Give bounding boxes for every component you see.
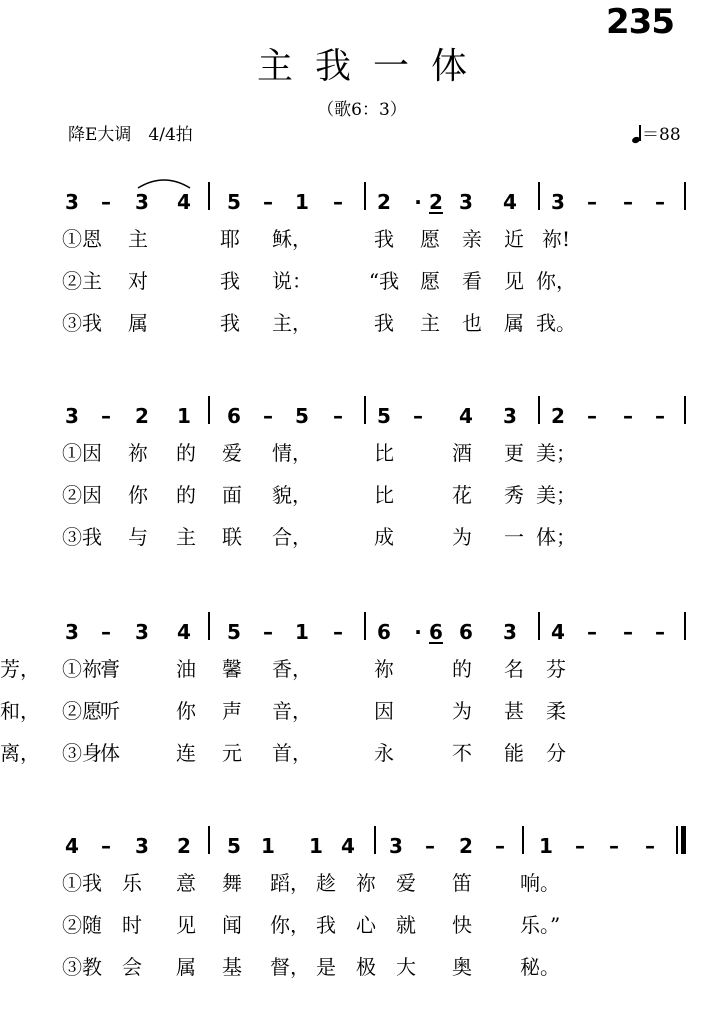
note: 3	[389, 834, 403, 858]
lyric-syllable: 柔	[546, 699, 566, 723]
lyric-syllable: 比	[374, 483, 394, 507]
lyric-syllable: 亲	[462, 227, 482, 251]
lyric-syllable: 你	[176, 699, 196, 723]
lyric-syllable: ②主	[62, 269, 102, 293]
lyric-syllable: 美；	[536, 441, 576, 465]
lyric-syllable: 我。	[536, 311, 576, 335]
lyric-syllable: 香，	[272, 657, 312, 681]
note: 2	[429, 190, 443, 214]
dash-note: –	[263, 620, 273, 644]
lyric-syllable: ①因	[62, 441, 102, 465]
lyric-syllable: 心	[356, 913, 376, 937]
lyric-syllable: 的	[452, 657, 472, 681]
lyric-syllable: 意	[176, 871, 196, 895]
lyric-syllable: 主	[420, 311, 440, 335]
note: 2	[177, 834, 191, 858]
lyric-syllable: 的	[176, 483, 196, 507]
barline	[208, 612, 210, 640]
dash-note: –	[609, 834, 619, 858]
barline	[364, 182, 366, 210]
note: 2	[551, 404, 565, 428]
lyric-syllable: 貌，	[272, 483, 312, 507]
lyric-syllable: ②随	[62, 913, 102, 937]
lyric-syllable: 甚	[504, 699, 524, 723]
lyric-syllable: 名	[504, 657, 524, 681]
barline	[538, 396, 540, 424]
note: 2	[377, 190, 391, 214]
lyric-syllable: 音，	[272, 699, 312, 723]
dash-note: –	[425, 834, 435, 858]
lyric-line	[0, 265, 724, 291]
lyric-syllable: 见	[176, 913, 196, 937]
dash-note: –	[101, 404, 111, 428]
note: 3	[135, 620, 149, 644]
barline	[538, 182, 540, 210]
lyric-syllable: 属	[128, 311, 148, 335]
lyric-syllable: 就	[396, 913, 416, 937]
lyric-syllable: 为	[452, 525, 472, 549]
lyric-syllable: 趁	[316, 871, 336, 895]
dash-note: –	[101, 190, 111, 214]
barline	[684, 396, 686, 424]
barline	[522, 826, 524, 854]
lyric-syllable: 督，	[270, 955, 310, 979]
lyric-syllable: 乐。”	[520, 913, 561, 937]
lyric-syllable: 祢	[128, 441, 148, 465]
lyric-line	[0, 521, 724, 547]
lyric-syllable: 秘。	[520, 955, 560, 979]
lyric-line	[0, 653, 724, 679]
note: 1	[261, 834, 275, 858]
note: 6	[429, 620, 443, 644]
note: 3	[503, 404, 517, 428]
lyric-syllable: 极	[356, 955, 376, 979]
dash-note: –	[101, 834, 111, 858]
note: 3	[65, 190, 79, 214]
lyric-syllable: 分	[546, 741, 566, 765]
lyric-syllable: 为	[452, 699, 472, 723]
lyric-syllable: “我	[368, 269, 400, 293]
lyric-syllable: 祢	[374, 657, 394, 681]
dash-note: –	[333, 190, 343, 214]
lyric-syllable: 永	[374, 741, 394, 765]
lyric-syllable: ③教	[62, 955, 102, 979]
lyric-syllable: 近	[504, 227, 524, 251]
lyric-syllable: 祢	[356, 871, 376, 895]
note: 6	[227, 404, 241, 428]
lyric-syllable: 爱	[396, 871, 416, 895]
note: 4	[177, 620, 191, 644]
lyric-syllable: 时	[122, 913, 142, 937]
barline	[684, 612, 686, 640]
note: 2	[135, 404, 149, 428]
dash-note: –	[655, 190, 665, 214]
note: 3	[503, 620, 517, 644]
lyric-syllable: 快	[452, 913, 472, 937]
note: 3	[135, 190, 149, 214]
lyric-syllable: 我	[374, 227, 394, 251]
dash-note: –	[623, 404, 633, 428]
note: 3	[65, 620, 79, 644]
dash-note: –	[495, 834, 505, 858]
lyric-syllable: 与	[128, 525, 148, 549]
lyric-syllable: 声	[222, 699, 242, 723]
lyric-syllable: 因	[374, 699, 394, 723]
lyric-syllable: 耶	[220, 227, 240, 251]
lyric-syllable: ①恩	[62, 227, 102, 251]
barline	[374, 826, 376, 854]
lyric-syllable: 看	[462, 269, 482, 293]
lyric-syllable: 愿	[420, 227, 440, 251]
lyric-syllable: 属	[504, 311, 524, 335]
dash-note: –	[645, 834, 655, 858]
dash-note: –	[587, 620, 597, 644]
lyric-syllable: 芬	[546, 657, 566, 681]
lyric-syllable: 花	[452, 483, 472, 507]
lyric-syllable: 蹈，	[270, 871, 310, 895]
note: 1	[177, 404, 191, 428]
lyric-syllable: 酒	[452, 441, 472, 465]
dash-note: –	[413, 404, 423, 428]
note: 5	[295, 404, 309, 428]
lyric-syllable: 你，	[270, 913, 310, 937]
dash-note: –	[623, 620, 633, 644]
lyric-syllable: 的	[176, 441, 196, 465]
note: 4	[177, 190, 191, 214]
lyric-syllable: 和，	[0, 699, 40, 723]
lyric-syllable: 能	[504, 741, 524, 765]
lyric-line	[0, 479, 724, 505]
lyric-syllable: 会	[122, 955, 142, 979]
lyric-line	[0, 737, 724, 763]
lyric-syllable: 成	[374, 525, 394, 549]
note: 1	[295, 620, 309, 644]
note: 4	[65, 834, 79, 858]
lyric-syllable: 我	[316, 913, 336, 937]
page-number: 235	[606, 2, 674, 42]
barline	[208, 182, 210, 210]
lyric-syllable: 联	[222, 525, 242, 549]
lyric-syllable: ①我	[62, 871, 102, 895]
scripture-reference: （歌6：3）	[317, 100, 407, 120]
lyric-syllable: 油	[176, 657, 196, 681]
tempo-marking	[632, 120, 681, 145]
lyric-syllable: 属	[176, 955, 196, 979]
lyric-syllable: ③我	[62, 525, 102, 549]
tempo-value: ＝88	[642, 125, 681, 145]
note: 6	[459, 620, 473, 644]
note: 2	[459, 834, 473, 858]
dash-note: –	[655, 620, 665, 644]
lyric-syllable: 一	[504, 525, 524, 549]
lyric-syllable: 主	[128, 227, 148, 251]
lyric-line	[0, 909, 724, 935]
barline	[538, 612, 540, 640]
lyric-line	[0, 223, 724, 249]
lyric-syllable: 爱	[222, 441, 242, 465]
lyric-line	[0, 695, 724, 721]
tie-slur	[136, 176, 192, 190]
note: 3	[459, 190, 473, 214]
lyric-syllable: 首，	[272, 741, 312, 765]
dash-note: –	[101, 620, 111, 644]
note: 1	[295, 190, 309, 214]
lyric-syllable: 比	[374, 441, 394, 465]
dash-note: –	[333, 620, 343, 644]
lyric-syllable: 情，	[272, 441, 312, 465]
lyric-syllable: 我	[220, 269, 240, 293]
dash-note: –	[333, 404, 343, 428]
lyric-syllable: 秀	[504, 483, 524, 507]
lyric-syllable: 你，	[536, 269, 576, 293]
lyric-syllable: 说：	[272, 269, 312, 293]
dash-note: –	[587, 190, 597, 214]
barline	[208, 396, 210, 424]
lyric-syllable: 听	[100, 699, 120, 723]
note: 3	[551, 190, 565, 214]
lyric-syllable: 膏	[100, 657, 120, 681]
quarter-note-icon	[632, 125, 642, 143]
lyric-syllable: 体；	[536, 525, 576, 549]
lyric-syllable: 稣，	[272, 227, 312, 251]
lyric-syllable: 更	[504, 441, 524, 465]
note: 1	[309, 834, 323, 858]
barline	[684, 182, 686, 210]
note: 5	[227, 834, 241, 858]
lyric-syllable: 面	[222, 483, 242, 507]
note: 5	[227, 620, 241, 644]
lyric-syllable: 芳，	[0, 657, 40, 681]
lyric-syllable: 乐	[122, 871, 142, 895]
lyric-syllable: 奥	[452, 955, 472, 979]
note: 4	[341, 834, 355, 858]
lyric-syllable: 闻	[222, 913, 242, 937]
lyric-line	[0, 951, 724, 977]
lyric-syllable: 笛	[452, 871, 472, 895]
note: 5	[377, 404, 391, 428]
lyric-syllable: 我	[220, 311, 240, 335]
lyric-syllable: 离，	[0, 741, 40, 765]
dash-note: –	[655, 404, 665, 428]
lyric-syllable: 祢!	[541, 227, 571, 251]
lyric-syllable: 响。	[520, 871, 560, 895]
barline	[208, 826, 210, 854]
lyric-syllable: ③我	[62, 311, 102, 335]
lyric-syllable: 主，	[272, 311, 312, 335]
lyric-syllable: 连	[176, 741, 196, 765]
hymn-title: 主我一体	[256, 46, 489, 87]
note: 6	[377, 620, 391, 644]
lyric-line	[0, 437, 724, 463]
note: 4	[551, 620, 565, 644]
lyric-syllable: 体	[100, 741, 120, 765]
lyric-syllable: 愿	[420, 269, 440, 293]
lyric-line	[0, 307, 724, 333]
lyric-syllable: 主	[176, 525, 196, 549]
lyric-syllable: 是	[316, 955, 336, 979]
note: 4	[459, 404, 473, 428]
lyric-syllable: 合，	[272, 525, 312, 549]
lyric-syllable: 元	[222, 741, 242, 765]
lyric-syllable: 我	[374, 311, 394, 335]
dash-note: –	[575, 834, 585, 858]
lyric-syllable: ②因	[62, 483, 102, 507]
key-and-time-signature: 降E大调 4/4拍	[68, 125, 193, 145]
lyric-syllable: 舞	[222, 871, 242, 895]
dash-note: –	[263, 404, 273, 428]
lyric-syllable: 基	[222, 955, 242, 979]
lyric-syllable: 你	[128, 483, 148, 507]
note: 3	[135, 834, 149, 858]
lyric-syllable: 对	[128, 269, 148, 293]
lyric-syllable: ①祢	[62, 657, 102, 681]
lyric-syllable: ②愿	[62, 699, 102, 723]
lyric-syllable: 大	[396, 955, 416, 979]
dash-note: –	[263, 190, 273, 214]
note: 5	[227, 190, 241, 214]
lyric-syllable: 也	[462, 311, 482, 335]
note: 1	[539, 834, 553, 858]
lyric-line	[0, 867, 724, 893]
barline	[364, 396, 366, 424]
lyric-syllable: 美；	[536, 483, 576, 507]
lyric-syllable: 馨	[222, 657, 242, 681]
lyric-syllable: ③身	[62, 741, 102, 765]
lyric-syllable: 见	[504, 269, 524, 293]
note: 3	[65, 404, 79, 428]
barline	[364, 612, 366, 640]
dot-mark: ·	[414, 190, 422, 214]
note: 4	[503, 190, 517, 214]
dash-note: –	[587, 404, 597, 428]
dot-mark: ·	[414, 620, 422, 644]
dash-note: –	[623, 190, 633, 214]
lyric-syllable: 不	[452, 741, 472, 765]
